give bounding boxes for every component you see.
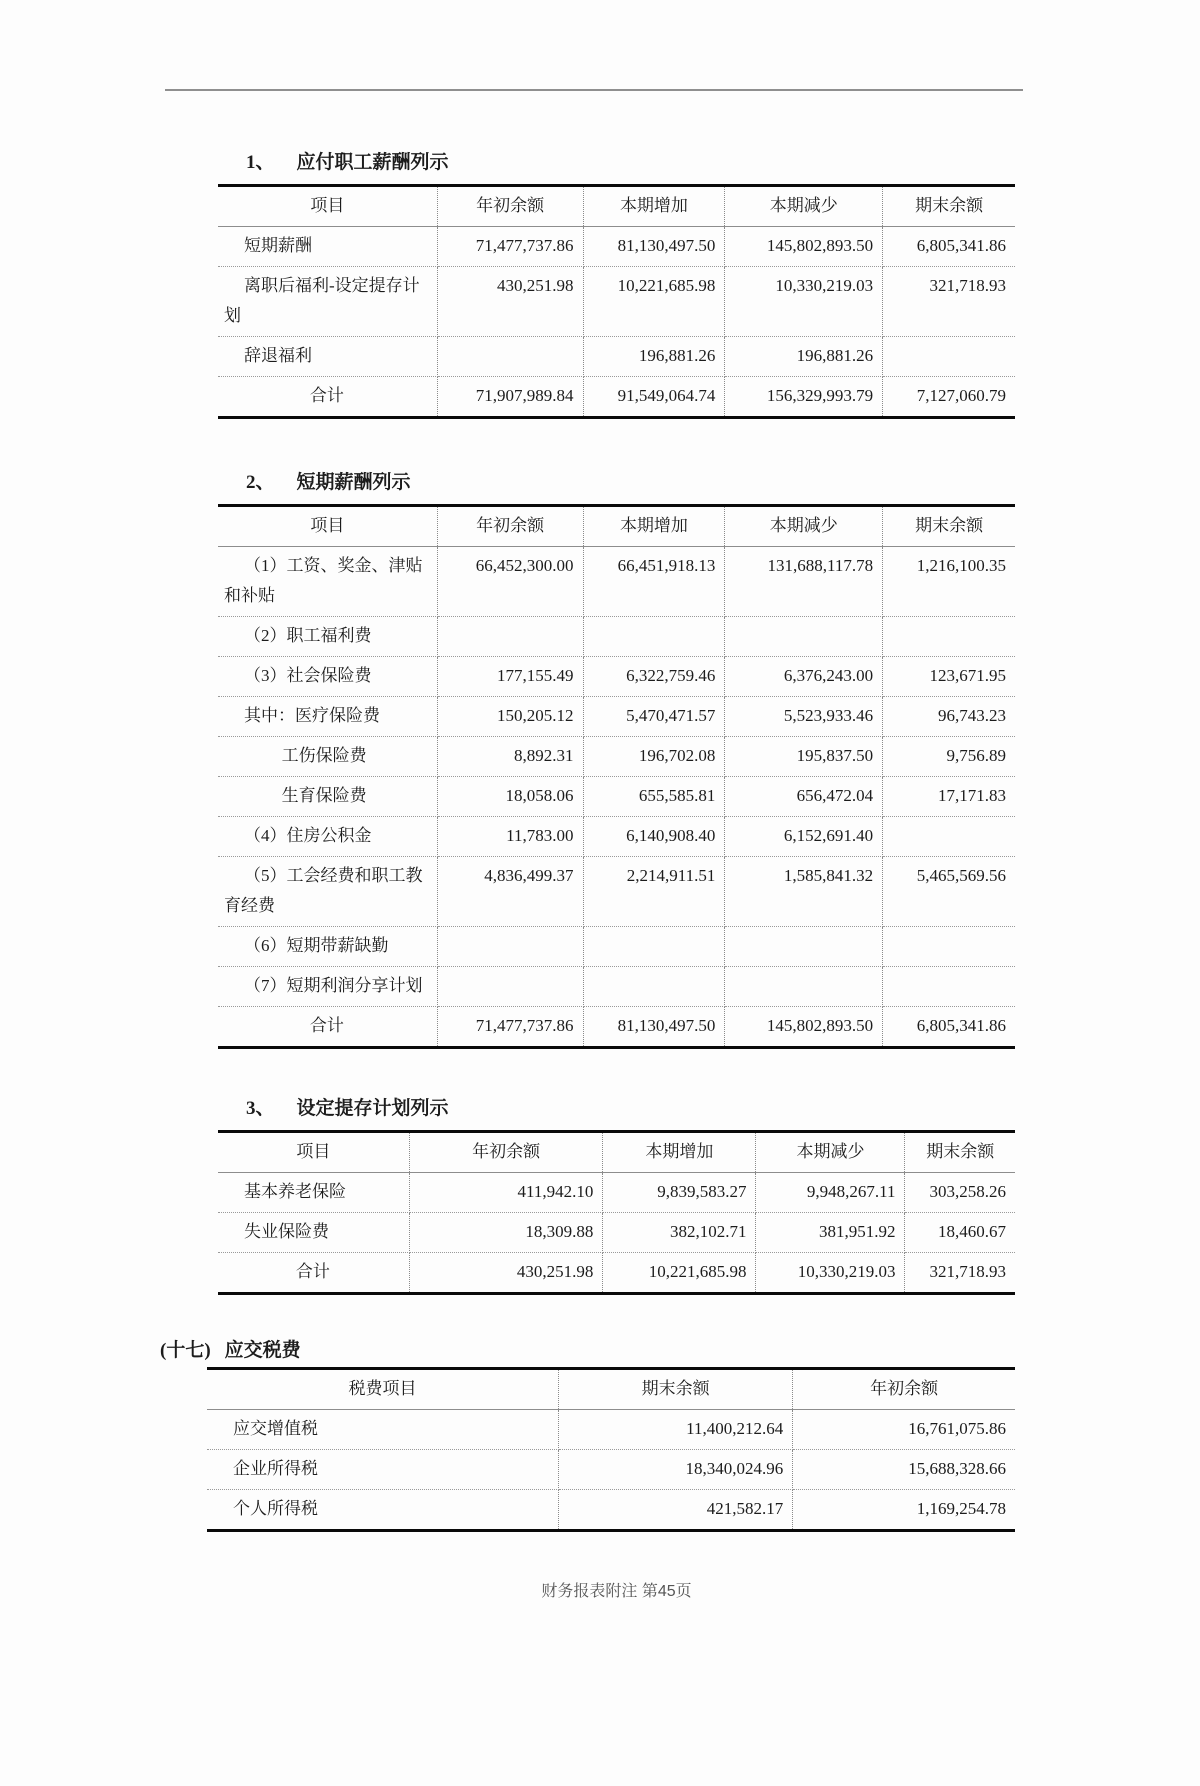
table-row <box>218 377 1015 418</box>
cell-value: 430,251.98 <box>437 267 583 337</box>
cell-value: 6,140,908.40 <box>583 817 725 857</box>
row-label: 合计 <box>218 1253 409 1294</box>
cell-value: 10,221,685.98 <box>603 1253 756 1294</box>
cell-value: 2,214,911.51 <box>583 857 725 927</box>
cell-value: 131,688,117.78 <box>725 547 883 617</box>
column-header: 年初余额 <box>437 506 583 547</box>
row-label: 个人所得税 <box>207 1490 558 1531</box>
cell-value: 15,688,328.66 <box>793 1450 1015 1490</box>
cell-value: 6,376,243.00 <box>725 657 883 697</box>
column-header: 本期增加 <box>583 186 725 227</box>
column-header: 年初余额 <box>409 1132 603 1173</box>
section-number: 2、 <box>246 472 275 493</box>
cell-value: 10,221,685.98 <box>583 267 725 337</box>
section-title: 应付职工薪酬列示 <box>296 152 449 173</box>
table-row <box>207 1450 1015 1490</box>
row-label: 其中：医疗保险费 <box>218 697 437 737</box>
table-row <box>218 337 1015 377</box>
section-title: 短期薪酬列示 <box>296 472 411 493</box>
row-label: 基本养老保险 <box>218 1173 409 1213</box>
row-label: 生育保险费 <box>218 777 437 817</box>
cell-value: 1,169,254.78 <box>916 1499 1006 1518</box>
section-heading <box>160 1335 1040 1367</box>
table-row <box>218 777 1015 817</box>
cell-value: 71,907,989.84 <box>437 377 583 418</box>
table-header-row <box>218 1132 1015 1173</box>
row-label: 离职后福利-设定提存计划 <box>218 267 437 337</box>
cell-value: 6,152,691.40 <box>725 817 883 857</box>
table-row <box>218 857 1015 927</box>
cell-value: 11,400,212.64 <box>558 1410 792 1450</box>
cell-value <box>583 617 725 657</box>
cell-value: 421,582.17 <box>558 1490 792 1531</box>
cell-value: 9,839,583.27 <box>603 1173 756 1213</box>
cell-value: 66,451,918.13 <box>583 547 725 617</box>
cell-value <box>437 337 583 377</box>
row-label: （6）短期带薪缺勤 <box>218 927 437 967</box>
section-employee-compensation <box>155 147 1035 419</box>
column-header: 期末余额 <box>883 506 1015 547</box>
employee-compensation-table <box>218 184 1015 419</box>
row-label: 辞退福利 <box>218 337 437 377</box>
cell-value <box>437 927 583 967</box>
cell-value <box>437 617 583 657</box>
cell-value: 11,783.00 <box>437 817 583 857</box>
cell-value <box>883 927 1015 967</box>
cell-value: 71,477,737.86 <box>437 1007 583 1048</box>
cell-value: 17,171.83 <box>883 777 1015 817</box>
cell-value: 196,881.26 <box>725 337 883 377</box>
row-label: 短期薪酬 <box>218 227 437 267</box>
row-label: （7）短期利润分享计划 <box>218 967 437 1007</box>
column-header: 本期增加 <box>583 506 725 547</box>
section-heading <box>218 467 1015 499</box>
table-row <box>218 927 1015 967</box>
cell-value: 6,805,341.86 <box>883 227 1015 267</box>
column-header: 期末余额 <box>905 1132 1015 1173</box>
cell-value: 381,951.92 <box>756 1213 905 1253</box>
cell-value <box>883 967 1015 1007</box>
table-row <box>218 737 1015 777</box>
cell-value: 81,130,497.50 <box>583 227 725 267</box>
table-row <box>218 267 1015 337</box>
cell-value: 150,205.12 <box>437 697 583 737</box>
cell-value <box>883 337 1015 377</box>
cell-value: 9,756.89 <box>883 737 1015 777</box>
table-header-row <box>218 506 1015 547</box>
column-header: 年初余额 <box>793 1369 1015 1410</box>
cell-value: 156,329,993.79 <box>725 377 883 418</box>
cell-value: 177,155.49 <box>437 657 583 697</box>
row-label: 合计 <box>218 377 437 418</box>
column-header: 期末余额 <box>558 1369 792 1410</box>
column-header: 项目 <box>218 186 437 227</box>
section-number: 3、 <box>246 1098 275 1119</box>
cell-value: 195,837.50 <box>725 737 883 777</box>
section-heading <box>218 147 1015 179</box>
cell-value: 16,761,075.86 <box>793 1410 1015 1450</box>
row-label: 合计 <box>218 1007 437 1048</box>
cell-value: 18,460.67 <box>905 1213 1015 1253</box>
cell-value: 5,465,569.56 <box>883 857 1015 927</box>
table-header-row <box>207 1369 1015 1410</box>
column-header: 本期减少 <box>725 506 883 547</box>
cell-value <box>725 967 883 1007</box>
section-taxes-payable <box>155 1335 1035 1532</box>
cell-value <box>883 617 1015 657</box>
cell-value: 656,472.04 <box>725 777 883 817</box>
table-row <box>218 697 1015 737</box>
column-header: 项目 <box>218 506 437 547</box>
column-header: 年初余额 <box>437 186 583 227</box>
short-term-compensation-table <box>218 504 1015 1049</box>
cell-value <box>725 927 883 967</box>
section-defined-contribution <box>155 1093 1035 1295</box>
cell-value: 303,258.26 <box>905 1173 1015 1213</box>
cell-value <box>437 967 583 1007</box>
cell-value: 18,340,024.96 <box>558 1450 792 1490</box>
page-footer: 财务报表附注 第45页 <box>541 1583 692 1600</box>
cell-value: 145,802,893.50 <box>725 1007 883 1048</box>
table-header-row <box>218 186 1015 227</box>
cell-value: 321,718.93 <box>929 1262 1006 1281</box>
table-row <box>218 1173 1015 1213</box>
row-label: （4）住房公积金 <box>218 817 437 857</box>
cell-value: 18,309.88 <box>409 1213 603 1253</box>
cell-value: 10,330,219.03 <box>756 1253 905 1294</box>
cell-value: 18,058.06 <box>437 777 583 817</box>
table-row <box>218 1213 1015 1253</box>
cell-value: 5,470,471.57 <box>583 697 725 737</box>
column-header: 项目 <box>218 1132 409 1173</box>
cell-value: 6,805,341.86 <box>916 1016 1006 1035</box>
page-content <box>155 89 1035 1601</box>
table-row <box>218 617 1015 657</box>
cell-value: 5,523,933.46 <box>725 697 883 737</box>
table-row <box>218 817 1015 857</box>
cell-value <box>725 617 883 657</box>
table-row <box>207 1410 1015 1450</box>
table-row <box>207 1490 1015 1531</box>
section-title: 设定提存计划列示 <box>296 1098 449 1119</box>
cell-value <box>583 927 725 967</box>
cell-value: 196,881.26 <box>583 337 725 377</box>
page-header-rule <box>165 89 1023 91</box>
cell-value: 430,251.98 <box>409 1253 603 1294</box>
section-number: (十七) <box>160 1340 211 1361</box>
row-label: 失业保险费 <box>218 1213 409 1253</box>
cell-value: 196,702.08 <box>583 737 725 777</box>
cell-value: 382,102.71 <box>603 1213 756 1253</box>
table-row <box>218 1007 1015 1048</box>
column-header: 本期减少 <box>756 1132 905 1173</box>
row-label: （5）工会经费和职工教育经费 <box>218 857 437 927</box>
cell-value: 1,216,100.35 <box>883 547 1015 617</box>
column-header: 本期增加 <box>603 1132 756 1173</box>
cell-value: 9,948,267.11 <box>756 1173 905 1213</box>
cell-value: 81,130,497.50 <box>583 1007 725 1048</box>
taxes-payable-table <box>207 1367 1015 1532</box>
cell-value <box>583 967 725 1007</box>
table-row <box>218 547 1015 617</box>
cell-value <box>883 817 1015 857</box>
section-title: 应交税费 <box>224 1340 301 1361</box>
cell-value: 6,322,759.46 <box>583 657 725 697</box>
cell-value: 91,549,064.74 <box>583 377 725 418</box>
cell-value: 96,743.23 <box>883 697 1015 737</box>
cell-value: 123,671.95 <box>883 657 1015 697</box>
cell-value: 655,585.81 <box>583 777 725 817</box>
table-row <box>218 227 1015 267</box>
row-label: （1）工资、奖金、津贴和补贴 <box>218 547 437 617</box>
column-header: 期末余额 <box>883 186 1015 227</box>
section-short-term-compensation <box>155 467 1035 1049</box>
cell-value: 145,802,893.50 <box>725 227 883 267</box>
column-header: 税费项目 <box>207 1369 558 1410</box>
row-label: 企业所得税 <box>207 1450 558 1490</box>
table-row <box>218 967 1015 1007</box>
cell-value: 10,330,219.03 <box>725 267 883 337</box>
section-number: 1、 <box>246 152 275 173</box>
cell-value: 8,892.31 <box>437 737 583 777</box>
cell-value: 7,127,060.79 <box>916 386 1006 405</box>
cell-value: 1,585,841.32 <box>725 857 883 927</box>
row-label: （2）职工福利费 <box>218 617 437 657</box>
cell-value: 66,452,300.00 <box>437 547 583 617</box>
section-heading <box>218 1093 1015 1125</box>
cell-value: 71,477,737.86 <box>437 227 583 267</box>
row-label: 应交增值税 <box>207 1410 558 1450</box>
column-header: 本期减少 <box>725 186 883 227</box>
table-row <box>218 1253 1015 1294</box>
cell-value: 321,718.93 <box>883 267 1015 337</box>
table-row <box>218 657 1015 697</box>
cell-value: 411,942.10 <box>409 1173 603 1213</box>
defined-contribution-table <box>218 1130 1015 1295</box>
row-label: （3）社会保险费 <box>218 657 437 697</box>
cell-value: 4,836,499.37 <box>437 857 583 927</box>
row-label: 工伤保险费 <box>218 737 437 777</box>
